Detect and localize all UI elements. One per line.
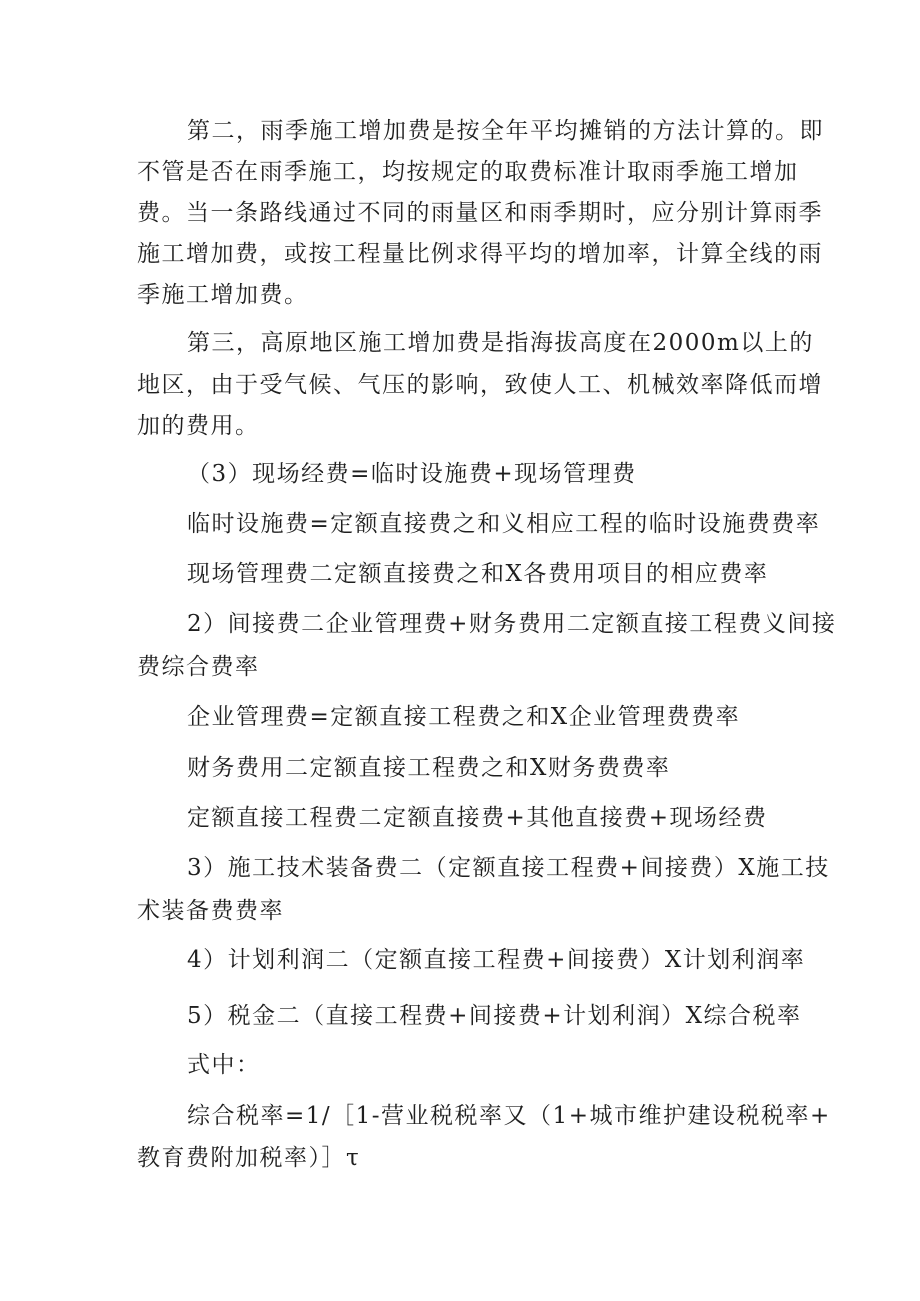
text-line: 定额直接工程费二定额直接费+其他直接费+现场经费 bbox=[187, 805, 768, 831]
text-line: 式中： bbox=[187, 1052, 261, 1078]
text-line: 季施工增加费。 bbox=[137, 282, 309, 308]
text-line: 4）计划利润二（定额直接工程费+间接费）X计划利润率 bbox=[187, 947, 806, 973]
text-line: 第二，雨季施工增加费是按全年平均摊销的方法计算的。即 bbox=[187, 118, 824, 144]
text-line: 临时设施费=定额直接费之和义相应工程的临时设施费费率 bbox=[187, 511, 821, 537]
text-line: 现场管理费二定额直接费之和X各费用项目的相应费率 bbox=[187, 561, 769, 587]
text-line: 施工增加费，或按工程量比例求得平均的增加率，计算全线的雨 bbox=[137, 241, 823, 267]
text-line: 费。当一条路线通过不同的雨量区和雨季期时，应分别计算雨季 bbox=[137, 200, 823, 226]
text-line: 3）施工技术装备费二（定额直接工程费+间接费）X施工技 bbox=[187, 855, 830, 881]
text-line: 加的费用。 bbox=[137, 413, 260, 439]
text-line: 财务费用二定额直接工程费之和X财务费费率 bbox=[187, 755, 671, 781]
text-line: （3）现场经费=临时设施费+现场管理费 bbox=[187, 461, 637, 487]
text-line: 费综合费率 bbox=[137, 654, 260, 680]
text-line: 不管是否在雨季施工，均按规定的取费标准计取雨季施工增加 bbox=[137, 159, 799, 185]
text-line: 企业管理费=定额直接工程费之和X企业管理费费率 bbox=[187, 704, 741, 730]
text-line: 第三，高原地区施工增加费是指海拔高度在2000m以上的 bbox=[187, 330, 814, 356]
text-line: 术装备费费率 bbox=[137, 898, 284, 924]
text-line: 综合税率=1/［1-营业税税率又（1+城市维护建设税税率+ bbox=[187, 1103, 831, 1129]
text-line: 5）税金二（直接工程费+间接费+计划利润）X综合税率 bbox=[187, 1003, 802, 1029]
text-line: 教育费附加税率）］τ bbox=[137, 1145, 361, 1171]
text-line: 2）间接费二企业管理费+财务费用二定额直接工程费义间接 bbox=[187, 611, 837, 637]
text-line: 地区，由于受气候、气压的影响，致使人工、机械效率降低而增 bbox=[137, 372, 823, 398]
